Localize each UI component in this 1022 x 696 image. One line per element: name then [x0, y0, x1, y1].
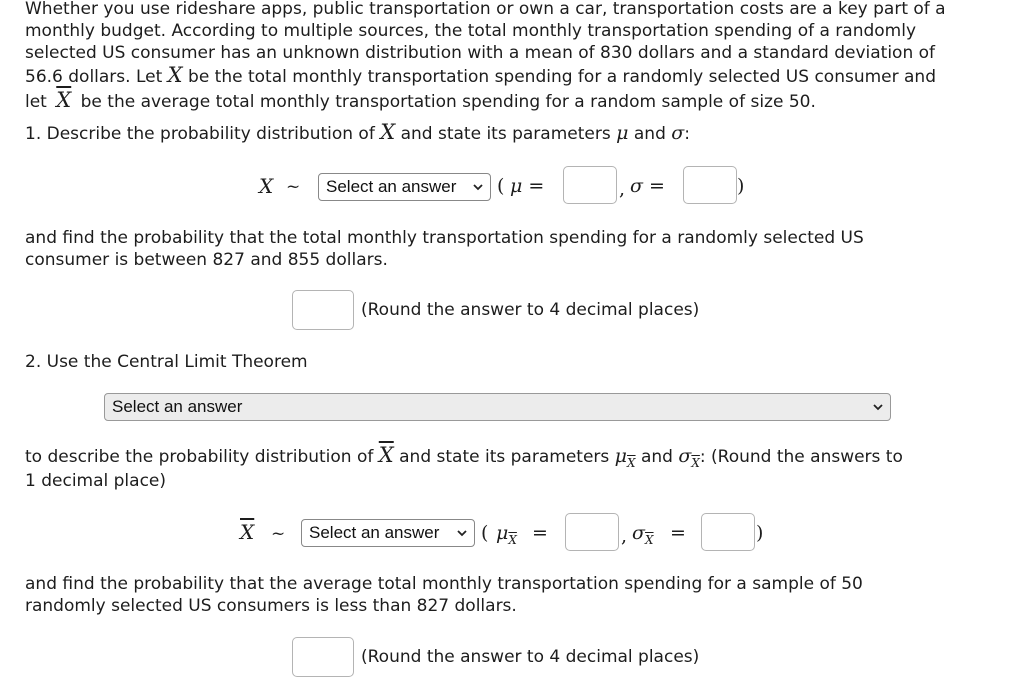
q2-find-line-2: randomly selected US consumers is less than 827 dollars.	[25, 596, 517, 616]
q1-prompt	[25, 121, 690, 146]
q1-comma: ,	[619, 178, 626, 200]
chevron-down-icon	[872, 401, 884, 413]
q2-distribution-select-label: Select an answer	[309, 523, 440, 542]
q2-sigma-input[interactable]	[701, 513, 755, 551]
intro-line-2: monthly budget. According to multiple sources, the total monthly transportation spending of a randomly	[25, 21, 917, 41]
q1-distribution-select-label: Select an answer	[326, 177, 457, 196]
q2-comma: ,	[621, 525, 628, 547]
q2-sigma-label: $\sigma_{\overline{X}}$	[632, 522, 654, 547]
q1-sigma-input[interactable]	[683, 166, 737, 204]
q2-mu-equals: =	[532, 522, 548, 544]
q2-mu-symbol: $\mu_{\overline{X}}$	[614, 445, 636, 470]
q1-prompt-mid: and state its parameters	[400, 124, 611, 144]
q2-tilde: ~	[271, 524, 286, 544]
q2-mu-input[interactable]	[565, 513, 619, 551]
q2-find-line-1: and find the probability that the average total monthly transportation spending for a sample of 50	[25, 574, 863, 594]
chevron-down-icon	[472, 181, 484, 193]
intro-line-5	[25, 89, 816, 114]
q2-and: and	[640, 447, 673, 467]
intro-line-1: Whether you use rideshare apps, public transportation or own a car, transportation costs are a key part of a	[25, 0, 946, 19]
chevron-down-icon	[456, 527, 468, 539]
q2-dist-var: $\overline{X}$	[240, 520, 255, 544]
q1-distribution-select[interactable]	[318, 173, 491, 201]
intro-line-4-end: be the total monthly transportation spending for a randomly selected US consumer and	[188, 67, 936, 87]
var-X: X	[167, 63, 183, 87]
intro-line-4-start: 56.6 dollars. Let	[25, 67, 163, 87]
q2-var-X-bar: $\overline{X}$	[378, 443, 394, 467]
q1-paren-open: (	[497, 175, 505, 197]
q1-tilde: ~	[286, 177, 301, 197]
q1-colon: :	[684, 124, 690, 144]
q2-round-note: (Round the answer to 4 decimal places)	[361, 647, 700, 667]
q1-dist-var: X	[259, 174, 274, 198]
intro-line-4	[25, 64, 936, 89]
q2-sigma-symbol: $\sigma_{\overline{X}}$	[678, 445, 700, 470]
q2-desc-end: : (Round the answers to	[699, 447, 903, 467]
q2-probability-input[interactable]	[292, 637, 354, 677]
q1-sigma-symbol: σ	[671, 122, 685, 144]
q2-prompt: 2. Use the Central Limit Theorem	[25, 352, 308, 372]
q2-mu-label: $\mu_{\overline{X}}$	[496, 522, 517, 547]
q1-find-line-1: and find the probability that the total monthly transportation spending for a randomly selected US	[25, 228, 864, 248]
q1-mu-eq: μ =	[510, 175, 545, 197]
q1-sigma-eq: σ =	[630, 175, 665, 197]
q1-mu-symbol: μ	[616, 122, 629, 144]
q1-find-line-2: consumer is between 827 and 855 dollars.	[25, 250, 388, 270]
q1-var-X: X	[380, 120, 396, 144]
q2-sigma-equals: =	[670, 522, 686, 544]
var-X-bar: $\overline{X}$	[56, 88, 72, 112]
intro-line-5-end: be the average total monthly transportation spending for a random sample of size 50.	[80, 92, 816, 112]
q1-round-note: (Round the answer to 4 decimal places)	[361, 300, 700, 320]
q2-desc-line-2: 1 decimal place)	[25, 471, 167, 491]
q2-clt-select[interactable]	[104, 393, 891, 421]
intro-line-3: selected US consumer has an unknown distribution with a mean of 830 dollars and a standard deviation of	[25, 43, 936, 63]
q1-mu-input[interactable]	[563, 166, 617, 204]
q2-paren-close: )	[756, 522, 764, 544]
q2-paren-open: (	[481, 522, 489, 544]
intro-line-5-start: let	[25, 92, 47, 112]
q2-clt-select-label: Select an answer	[112, 397, 243, 416]
q2-desc-mid: and state its parameters	[399, 447, 610, 467]
q1-probability-input[interactable]	[292, 290, 354, 330]
q2-desc-start: to describe the probability distribution of	[25, 447, 374, 467]
q1-and: and	[633, 124, 666, 144]
q1-prompt-start: 1. Describe the probability distribution of	[25, 124, 375, 144]
q1-paren-close: )	[737, 175, 745, 197]
q2-distribution-select[interactable]	[301, 519, 475, 547]
